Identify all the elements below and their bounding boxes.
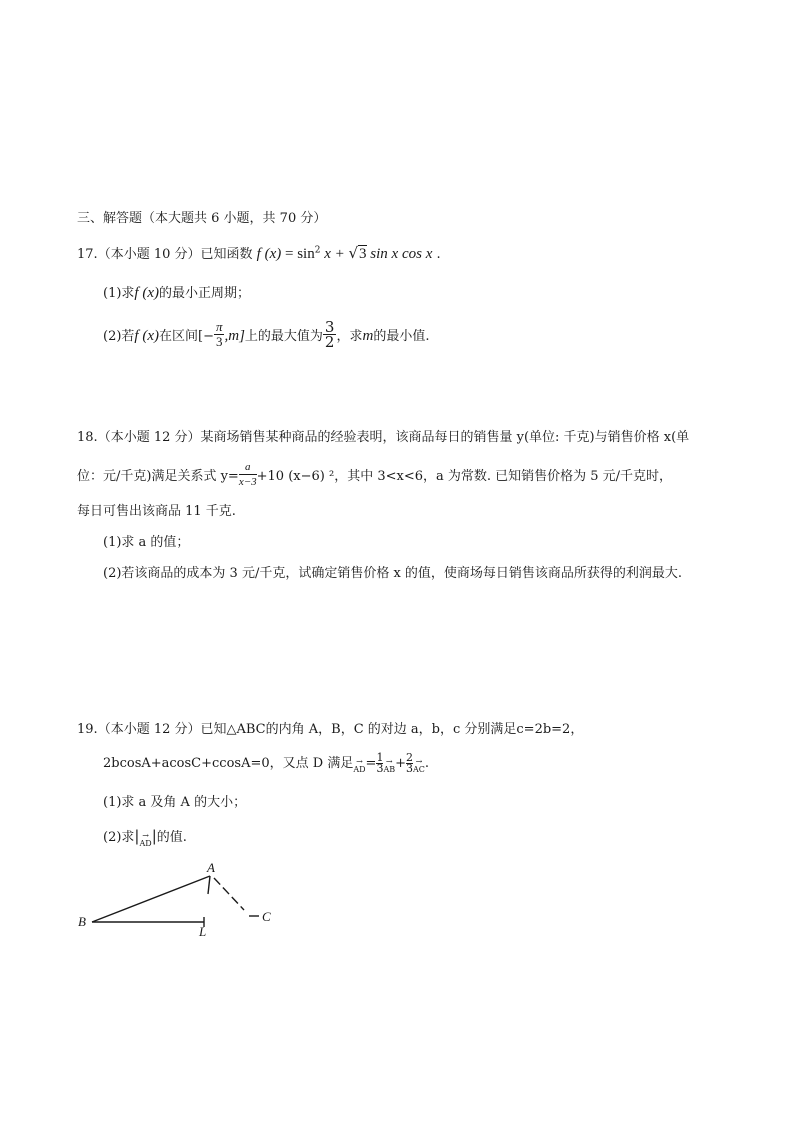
q18-line2-prefix: 位：元/千克)满足关系式 y= (77, 469, 239, 484)
q17-part2-func: f (x) (134, 328, 159, 344)
label-c: C (262, 909, 271, 924)
q19-line1-text: 已知△ABC的内角 A，B，C 的对边 a，b，c 分别满足c=2b=2， (200, 722, 584, 737)
q19-part1: (1)求 a 及角 A 的大小； (103, 795, 247, 810)
side-ac (214, 878, 244, 910)
q18-line1-text: 某商场销售某种商品的经验表明，该商品每日的销售量 y(单位: 千克)与销售价格 x(单 (200, 430, 690, 445)
q18-part1: (1)求 a 的值； (103, 535, 190, 550)
q17-part2-mid2: 上的最大值为 (244, 329, 323, 344)
q17-part2-mid: 在区间[− (159, 329, 214, 344)
q18-line2-suffix: +10 (x−6) ²，其中 3<x<6，a 为常数. 已知销售价格为 5 元/千克时， (256, 469, 673, 484)
q17-part2 (103, 318, 430, 351)
q19-line2-prefix: 2bcosA+acosC+ccosA=0，又点 D 满足 (103, 756, 354, 771)
label-d: L (199, 924, 207, 938)
section-title: 三、解答题（本大题共 6 小题，共 70 分） (77, 211, 327, 226)
vector-ab: → AB (383, 756, 396, 774)
q17-stem-prefix: 已知函数 (200, 247, 253, 262)
q19-number: 19. (77, 722, 98, 737)
q19-points: （本小题 12 分） (97, 722, 201, 737)
q17-term2: sin x cos x (366, 246, 433, 262)
q17-end: . (432, 247, 441, 262)
q17-part2-prefix: (2)若 (103, 329, 135, 344)
label-a: A (207, 860, 215, 875)
q17-part2-m: ,m] (224, 328, 245, 344)
q17-part2-suffix2: 的最小值. (373, 329, 430, 344)
q17-part1 (103, 282, 250, 302)
q17-max-fraction: $\frac{3}{2}$ (324, 318, 335, 351)
q17-part1-func: f (x) (134, 285, 159, 301)
q19-part2-suffix: 的值. (156, 830, 187, 845)
q17-number: 17. (77, 247, 98, 262)
q18-line3: 每日可售出该商品 11 千克. (77, 504, 236, 519)
q17-square: 2 (314, 245, 321, 256)
q17-term1: x + (320, 246, 349, 262)
q17-eq: = sin (281, 246, 315, 262)
q17-points: （本小题 10 分） (97, 247, 201, 262)
q17-part1-suffix: 的最小正周期； (159, 286, 251, 301)
q17-pi-fraction: $\frac{\pi}{3}$ (215, 319, 223, 349)
q17-part2-m2: m (362, 328, 374, 344)
q18-fraction: $\frac{a}{x-3}$ (238, 461, 257, 488)
fraction-one-third: $\frac{1}{3}$ (376, 751, 384, 775)
q18-points: （本小题 12 分） (97, 430, 201, 445)
triangle-figure (72, 858, 292, 938)
q17-part2-suffix1: ，求 (336, 329, 363, 344)
q19-line2: 2bcosA+acosC+ccosA=0，又点 D 满足 → AD = $\frac{1}{3}$ → AB + $\frac{2}{3}$ → AC . (103, 751, 430, 775)
label-b: B (78, 914, 86, 929)
q18-line2 (77, 462, 672, 491)
q19-part2-prefix: (2)求 (103, 830, 135, 845)
side-ab (92, 876, 210, 922)
q19-line1 (77, 718, 583, 737)
vector-ad-magnitude: → AD (139, 830, 152, 848)
segment-ad (208, 876, 210, 894)
q18-number: 18. (77, 430, 98, 445)
q18-part2: (2)若该商品的成本为 3 元/千克，试确定销售价格 x 的值，使商场每日销售该商品所获得的利润最大. (103, 566, 683, 581)
vector-ac: → AC (413, 756, 425, 774)
fraction-two-thirds: $\frac{2}{3}$ (406, 751, 413, 775)
q17-part1-prefix: (1)求 (103, 286, 135, 301)
q19-part2: (2)求| → AD |的值. (103, 827, 187, 848)
q18-line1 (77, 426, 689, 445)
q17-func: f (x) (256, 246, 282, 262)
vector-ad: → AD (353, 756, 366, 774)
q17-sqrt-num: 3 (359, 246, 367, 262)
q17-stem: 17.（本小题 10 分）已知函数 f $(x) = \sin^2 x + √3$ sin x cos x . (77, 244, 441, 262)
